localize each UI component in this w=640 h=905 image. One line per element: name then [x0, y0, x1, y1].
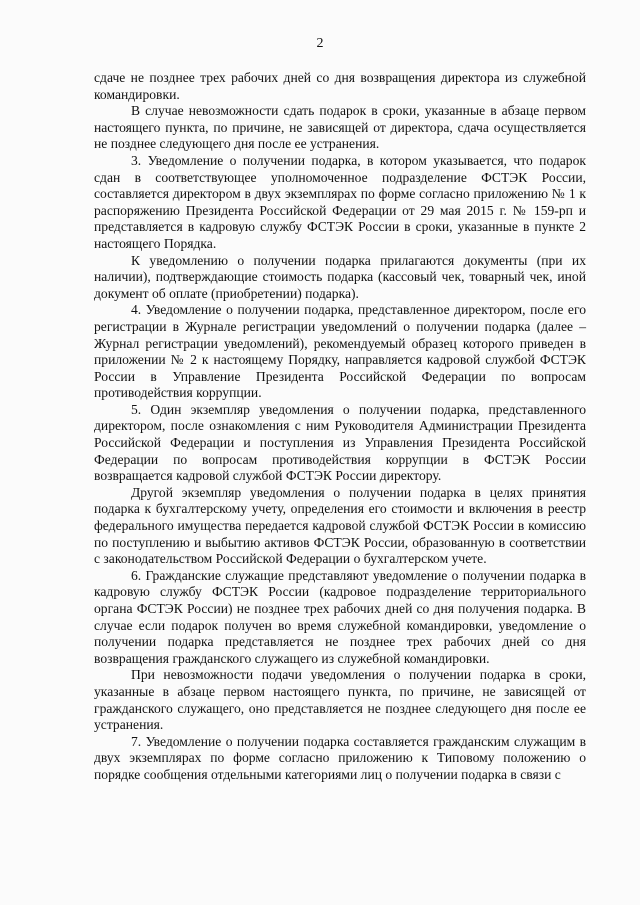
paragraph: В случае невозможности сдать подарок в сроки, указанные в абзаце первом настоящего пункта, по причине, не зависящей от директора, сдача осуществляется не позднее следующего дня после ее устранения. — [94, 103, 586, 152]
document-body — [94, 70, 586, 784]
paragraph-item-7: 7. Уведомление о получении подарка составляется гражданским служащим в двух экземплярах по форме согласно приложению к Типовому положению о порядке сообщения отдельными категориями лиц о получении подарка в связи с — [94, 733, 586, 782]
page-number: 2 — [316, 36, 324, 51]
paragraph-item-6: 6. Гражданские служащие представляют уведомление о получении подарка в кадровую службу ФСТЭК России (кадровое подразделение территориального органа ФСТЭК России) не позднее трех рабочих дней со дня получения подарка. В случае если подарок получен во время служебной командировки, уведомление о получении подарка представляется не позднее трех рабочих дней со дня возвращения гражданского служащего из служебной командировки. — [94, 567, 586, 666]
paragraph: При невозможности подачи уведомления о получении подарка в сроки, указанные в абзаце первом настоящего пункта, по причине, не зависящей от гражданского служащего, оно представляется не позднее следующего дня после ее устранения. — [94, 667, 586, 733]
paragraph-item-3: 3. Уведомление о получении подарка, в котором указывается, что подарок сдан в соответствующее уполномоченное подразделение ФСТЭК России, составляется директором в двух экземплярах по форме согласно приложению № 1 к распоряжению Президента Российской Федерации от 29 мая 2015 г. № 159-рп и представляется в кадровую службу ФСТЭК России в сроки, указанные в пункте 2 настоящего Порядка. — [94, 152, 586, 251]
paragraph-item-4: 4. Уведомление о получении подарка, представленное директором, после его регистрации в Журнале регистрации уведомлений о получении подарка (далее – Журнал регистрации уведомлений), рекомендуемый образец которого приведен в приложении № 2 к настоящему Порядку, направляется кадровой службой ФСТЭК России в Управление Президента Российской Федерации по вопросам противодействия коррупции. — [94, 302, 586, 401]
paragraph-continuation: сдаче не позднее трех рабочих дней со дня возвращения директора из служебной командировки. — [94, 70, 586, 102]
paragraph: Другой экземпляр уведомления о получении подарка в целях принятия подарка к бухгалтерскому учету, определения его стоимости и включения в реестр федерального имущества передается кадровой службой ФСТЭК России в комиссию по поступлению и выбытию активов ФСТЭК России, образованную в соответствии с законодательством Российской Федерации о бухгалтерском учете. — [94, 484, 586, 567]
paragraph: К уведомлению о получении подарка прилагаются документы (при их наличии), подтверждающие стоимость подарка (кассовый чек, товарный чек, иной документ об оплате (приобретении) подарка). — [94, 252, 586, 301]
paragraph-item-5: 5. Один экземпляр уведомления о получении подарка, представленного директором, после ознакомления с ним Руководителя Администрации Президента Российской Федерации и поступления из Управления Президента Российской Федерации по вопросам противодействия коррупции в ФСТЭК России возвращается кадровой службой ФСТЭК России директору. — [94, 401, 586, 484]
